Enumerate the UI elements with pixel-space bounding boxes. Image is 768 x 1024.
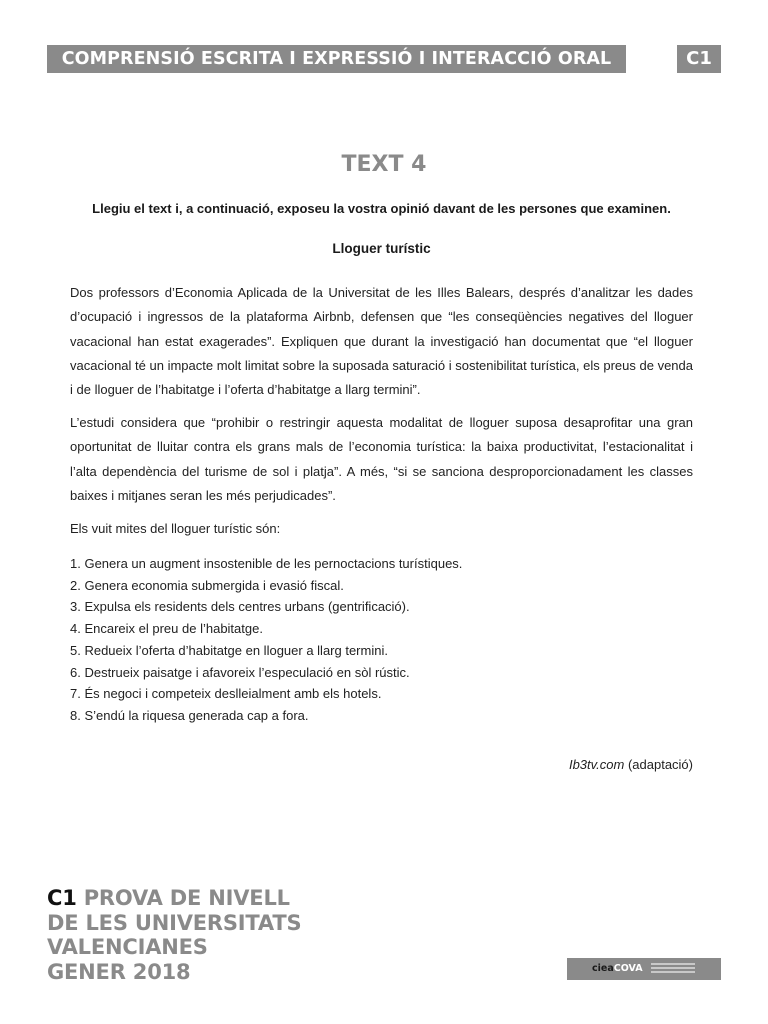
logo-tagline-lines xyxy=(651,963,695,975)
article-paragraph-1: Dos professors d’Economia Aplicada de la Universitat de les Illes Balears, després d’analitzar les dades d’ocupació i ingressos de la plataforma Airbnb, defensen que “les conseqüències negatives del lloguer vacacional han estat exagerades”. Expliquen que durant la investigació han documentat que “el lloguer vacacional té un impacte molt limitat sobre la suposada saturació i sostenibilitat turística, els preus de venda i de lloguer de l’habitatge i l’oferta d’habitatge a llarg termini”. xyxy=(70,285,693,398)
list-item: 8. S’endú la riquesa generada cap a fora. xyxy=(70,707,309,723)
list-item: 1. Genera un augment insostenible de les pernoctacions turístiques. xyxy=(70,556,463,571)
source-name: Ib3tv.com xyxy=(568,757,625,772)
footer-line-1 xyxy=(47,886,301,911)
ciea-cova-logo xyxy=(567,958,721,980)
footer-line-4: GENER 2018 xyxy=(47,959,191,984)
list-item: 5. Redueix l’oferta d’habitatge en lloguer a llarg termini. xyxy=(70,642,388,658)
logo-bold: ciea xyxy=(592,963,614,974)
logo-rest: COVA xyxy=(613,963,643,974)
footer-line-1-text: PROVA DE NIVELL xyxy=(76,886,290,910)
section-header: COMPRENSIÓ ESCRITA I EXPRESSIÓ I INTERACCIÓ ORAL xyxy=(47,45,626,73)
source-citation xyxy=(70,756,693,774)
footer-line-2: DE LES UNIVERSITATS xyxy=(47,910,302,935)
level-badge: C1 xyxy=(677,45,721,73)
instructions: Llegiu el text i, a continuació, exposeu la vostra opinió davant de les persones que examinen. xyxy=(92,201,671,216)
text-title: TEXT 4 xyxy=(341,152,427,177)
list-item: 7. És negoci i competeix deslleialment amb els hotels. xyxy=(70,686,382,702)
list-item: 6. Destrueix paisatge i afavoreix l’especulació en sòl rústic. xyxy=(70,664,410,680)
list-item: 3. Expulsa els residents dels centres urbans (gentrificació). xyxy=(70,599,410,615)
footer-line-3: VALENCIANES xyxy=(47,935,208,959)
article-title: Lloguer turístic xyxy=(332,241,431,256)
source-note: (adaptació) xyxy=(624,757,693,772)
myth-list xyxy=(70,553,693,727)
article-paragraph-3: Els vuit mites del lloguer turístic són: xyxy=(70,521,281,536)
list-item: 2. Genera economia submergida i evasió fiscal. xyxy=(70,577,344,593)
list-item: 4. Encareix el preu de l’habitatge. xyxy=(70,621,263,637)
footer-level: C1 xyxy=(47,886,77,910)
logo-text xyxy=(592,958,643,980)
article-paragraph-2: L’estudi considera que “prohibir o restringir aquesta modalitat de lloguer suposa desaprofitar una gran oportunitat de lluitar contra els grans mals de l’economia turística: la baixa productivitat, l’estacionalitat i l’alta dependència del turisme de sol i platja”. A més, “si se sanciona desproporcionadament les classes baixes i mitjanes seran les més perjudicades”. xyxy=(70,415,693,503)
footer-exam-title xyxy=(47,886,301,984)
